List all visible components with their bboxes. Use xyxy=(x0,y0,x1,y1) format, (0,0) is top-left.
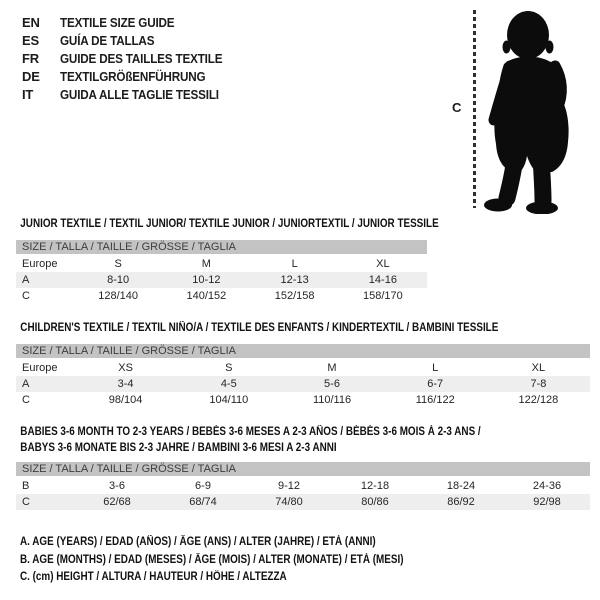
height-measure-label: C xyxy=(452,100,462,115)
language-title: GUIDE DES TAILLES TEXTILE xyxy=(60,50,223,66)
size-table-junior xyxy=(16,216,439,304)
cell-value: 68/74 xyxy=(189,496,217,508)
cell-value: 128/140 xyxy=(98,290,138,302)
cell-value: XL xyxy=(376,258,390,270)
footnote-line-a: A. AGE (YEARS) / EDAD (AÑOS) / ÂGE (ANS) / ALTER (JAHRE) / ETÀ (ANNI) xyxy=(20,536,376,548)
table-row-c xyxy=(16,494,590,510)
table-row-europe xyxy=(16,256,427,272)
cell-value: 74/80 xyxy=(275,496,303,508)
cell-value: 6-7 xyxy=(427,378,444,390)
cell-value: 24-36 xyxy=(532,480,562,492)
table-title xyxy=(16,424,590,456)
language-code: EN xyxy=(22,14,40,30)
cell-value: 104/110 xyxy=(209,394,249,406)
cell-value: 92/98 xyxy=(533,496,561,508)
table-row-a xyxy=(16,376,590,392)
language-title: TEXTILE SIZE GUIDE xyxy=(60,14,175,30)
cell-value: 140/152 xyxy=(186,290,227,302)
size-table-babies xyxy=(16,424,590,510)
cell-value: 110/116 xyxy=(312,394,352,406)
table-row-b xyxy=(16,478,590,494)
language-code: IT xyxy=(22,86,34,102)
cell-value: M xyxy=(327,362,337,374)
size-table-children xyxy=(16,320,590,408)
table-row-a xyxy=(16,272,427,288)
footnote-line-c: C. (cm) HEIGHT / ALTURA / HAUTEUR / HÖHE / ALTEZZA xyxy=(20,571,287,583)
cell-value: 3-4 xyxy=(117,378,134,390)
row-label: C xyxy=(22,394,30,406)
table xyxy=(16,344,590,408)
table-title xyxy=(16,216,439,232)
row-label: Europe xyxy=(22,362,58,374)
table-title-line: BABYS 3-6 MONATE BIS 2-3 JAHRE / BAMBINI 3-6 MESI A 2-3 ANNI xyxy=(20,442,337,454)
cell-value: 158/170 xyxy=(362,290,403,302)
footnotes xyxy=(20,534,466,587)
language-row-it xyxy=(22,85,240,103)
row-label: A xyxy=(22,274,30,286)
row-label: C xyxy=(22,496,30,508)
cell-value: 8-10 xyxy=(107,274,130,286)
height-measure-dashed-line xyxy=(473,10,476,208)
language-row-fr xyxy=(22,49,240,67)
cell-value: 3-6 xyxy=(109,480,125,492)
cell-value: 80/86 xyxy=(361,496,389,508)
cell-value: 9-12 xyxy=(277,480,301,492)
row-label: C xyxy=(22,290,30,302)
row-label: B xyxy=(22,480,30,492)
language-row-en xyxy=(22,13,240,31)
cell-value: 14-16 xyxy=(368,274,397,286)
table-title-line: CHILDREN'S TEXTILE / TEXTIL NIÑO/A / TEXTILE DES ENFANTS / KINDERTEXTIL / BAMBINI TESSILE xyxy=(20,322,499,334)
cell-value: 4-5 xyxy=(220,378,237,390)
size-header-bar: SIZE / TALLA / TAILLE / GRÖSSE / TAGLIA xyxy=(16,344,590,358)
cell-value: 122/128 xyxy=(518,394,559,406)
cell-value: 116/122 xyxy=(415,394,455,406)
size-header-bar: SIZE / TALLA / TAILLE / GRÖSSE / TAGLIA xyxy=(16,240,427,254)
cell-value: 86/92 xyxy=(447,496,475,508)
table-row-europe xyxy=(16,360,590,376)
cell-value: S xyxy=(114,258,122,270)
cell-value: S xyxy=(225,362,233,374)
footnote-line-b: B. AGE (MONTHS) / EDAD (MESES) / ÂGE (MOIS) / ALTER (MONATE) / ETÀ (MESI) xyxy=(20,553,404,566)
table-row-c xyxy=(16,288,427,304)
cell-value: XS xyxy=(118,362,133,374)
cell-value: L xyxy=(432,362,439,374)
language-title: TEXTILGRÖßENFÜHRUNG xyxy=(60,68,206,84)
cell-value: 7-8 xyxy=(530,378,547,390)
table xyxy=(16,462,590,510)
cell-value: M xyxy=(201,258,211,270)
cell-value: 10-12 xyxy=(192,274,221,286)
table-title-line: JUNIOR TEXTILE / TEXTIL JUNIOR/ TEXTILE JUNIOR / JUNIORTEXTIL / JUNIOR TESSILE xyxy=(20,218,439,230)
baby-silhouette-icon xyxy=(482,6,578,214)
table-title-line: BABIES 3-6 MONTH TO 2-3 YEARS / BEBÉS 3-6 MESES A 2-3 AÑOS / BÉBÉS 3-6 MOIS À 2-3 ANS / xyxy=(20,426,481,438)
cell-value: 18-24 xyxy=(446,480,476,492)
size-header-bar: SIZE / TALLA / TAILLE / GRÖSSE / TAGLIA xyxy=(16,462,590,476)
row-label: Europe xyxy=(22,258,58,270)
cell-value: 6-9 xyxy=(195,480,211,492)
language-title: GUÍA DE TALLAS xyxy=(60,32,155,48)
language-row-es xyxy=(22,31,240,49)
cell-value: L xyxy=(291,258,298,270)
table-row-c xyxy=(16,392,590,408)
cell-value: 152/158 xyxy=(274,290,315,302)
table-title xyxy=(16,320,590,336)
cell-value: 12-13 xyxy=(280,274,309,286)
language-code: DE xyxy=(22,68,40,84)
language-code: ES xyxy=(22,32,39,48)
cell-value: 62/68 xyxy=(103,496,131,508)
cell-value: 98/104 xyxy=(108,394,143,406)
row-label: A xyxy=(22,378,30,390)
cell-value: 12-18 xyxy=(360,480,390,492)
cell-value: XL xyxy=(531,362,546,374)
language-title-list xyxy=(22,13,240,103)
cell-value: 5-6 xyxy=(324,378,340,390)
language-code: FR xyxy=(22,50,39,66)
language-title: GUIDA ALLE TAGLIE TESSILI xyxy=(60,86,219,102)
table xyxy=(16,240,427,304)
language-row-de xyxy=(22,67,240,85)
